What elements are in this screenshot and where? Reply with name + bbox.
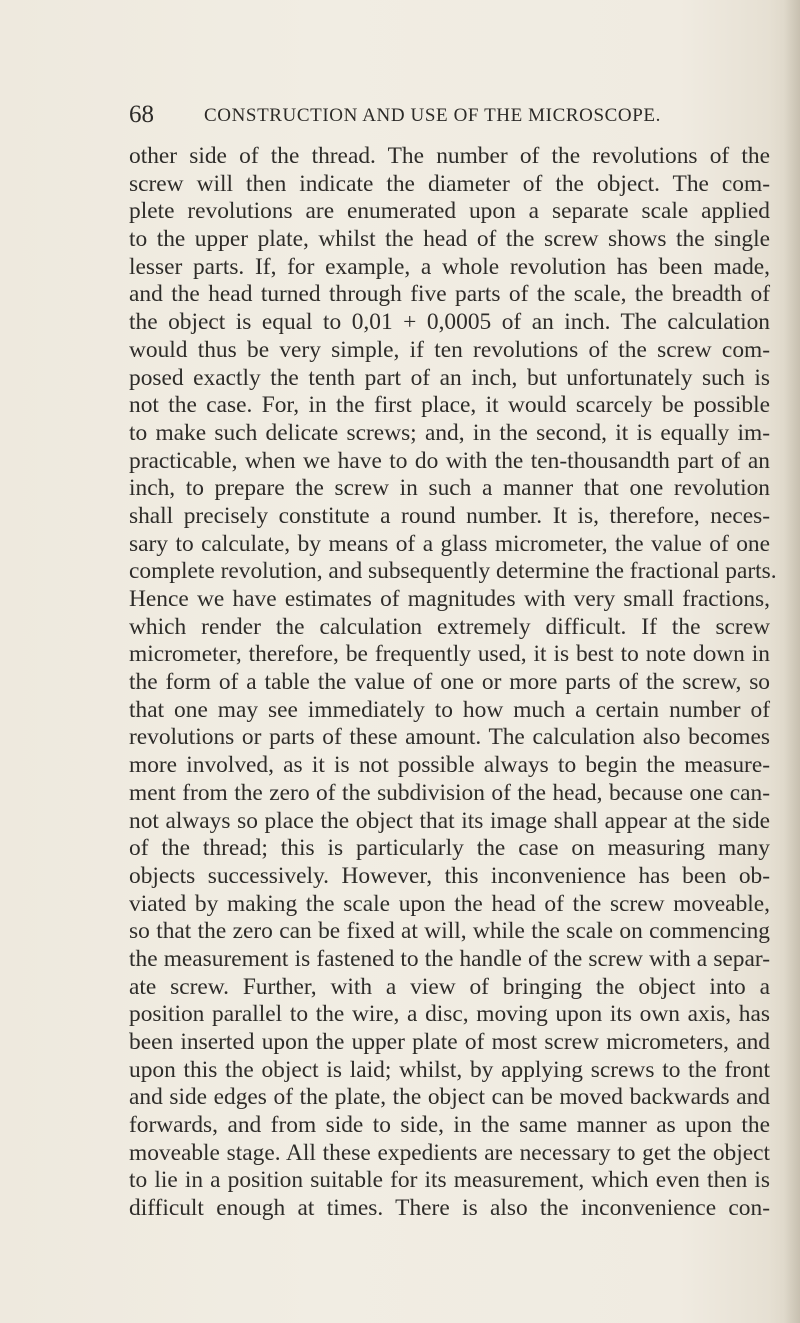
text-line: difficult enough at times. There is also the inconvenience con- [129,1195,770,1222]
text-line: and side edges of the plate, the object can be moved backwards and [129,1084,770,1111]
text-line: other side of the thread. The number of the revolutions of the [129,143,770,169]
text-line: shall precisely constitute a round number. It is, therefore, neces- [129,502,770,529]
text-line: micrometer, therefore, be frequently used, it is best to note down in [129,641,770,668]
text-line: viated by making the scale upon the head of the screw moveable, [129,890,770,917]
page-edge-shadow [784,0,800,1323]
text-line: sary to calculate, by means of a glass micrometer, the value of one [129,530,770,557]
text-line: ment from the zero of the subdivision of the head, because one can- [129,779,770,806]
text-line: which render the calculation extremely difficult. If the screw [129,613,770,640]
text-line: more involved, as it is not possible always to begin the measure- [129,752,770,779]
text-line: of the thread; this is particularly the case on measuring many [129,835,770,862]
text-line: would thus be very simple, if ten revolutions of the screw com- [129,336,770,363]
text-line: objects successively. However, this inconvenience has been ob- [129,862,770,889]
body-paragraph [129,143,777,1223]
text-line: forwards, and from side to side, in the same manner as upon the [129,1112,770,1139]
text-line: Hence we have estimates of magnitudes with very small fractions, [129,586,770,612]
text-line: the object is equal to 0,01 + 0,0005 of an inch. The calculation [129,309,770,336]
text-line: ate screw. Further, with a view of bringing the object into a [129,973,770,1000]
text-line: been inserted upon the upper plate of most screw micrometers, and [129,1029,770,1055]
text-line: to make such delicate screws; and, in the second, it is equally im- [129,419,770,446]
text-line: posed exactly the tenth part of an inch, but unfortunately such is [129,364,770,391]
text-line: complete revolution, and subsequently determine the fractional parts. [129,558,777,585]
text-line: that one may see immediately to how much a certain number of [129,696,770,723]
running-head [129,100,769,130]
running-head-title: CONSTRUCTION AND USE OF THE MICROSCOPE. [204,105,661,126]
text-line: the form of a table the value of one or more parts of the screw, so [129,669,770,696]
text-line: lesser parts. If, for example, a whole revolution has been made, [129,253,770,280]
text-line: so that the zero can be fixed at will, while the scale on commencing [129,918,770,945]
text-line: and the head turned through five parts of the scale, the breadth of [129,281,770,308]
text-line: the measurement is fastened to the handle of the screw with a separ- [129,945,770,972]
text-line: practicable, when we have to do with the ten-thousandth part of an [129,447,770,474]
text-line: inch, to prepare the screw in such a manner that one revolution [129,475,770,502]
text-line: not always so place the object that its image shall appear at the side [129,807,770,834]
text-line: moveable stage. All these expedients are necessary to get the object [129,1139,770,1166]
text-line: upon this the object is laid; whilst, by applying screws to the front [129,1056,770,1083]
text-line: screw will then indicate the diameter of the object. The com- [129,170,770,197]
text-line: to lie in a position suitable for its measurement, which even then is [129,1167,770,1194]
text-line: revolutions or parts of these amount. The calculation also becomes [129,724,770,751]
page-number: 68 [129,101,154,128]
text-line: not the case. For, in the first place, it would scarcely be possible [129,392,770,419]
text-line: plete revolutions are enumerated upon a separate scale applied [129,198,770,225]
text-line: position parallel to the wire, a disc, moving upon its own axis, has [129,1001,770,1028]
text-line: to the upper plate, whilst the head of the screw shows the single [129,226,770,253]
